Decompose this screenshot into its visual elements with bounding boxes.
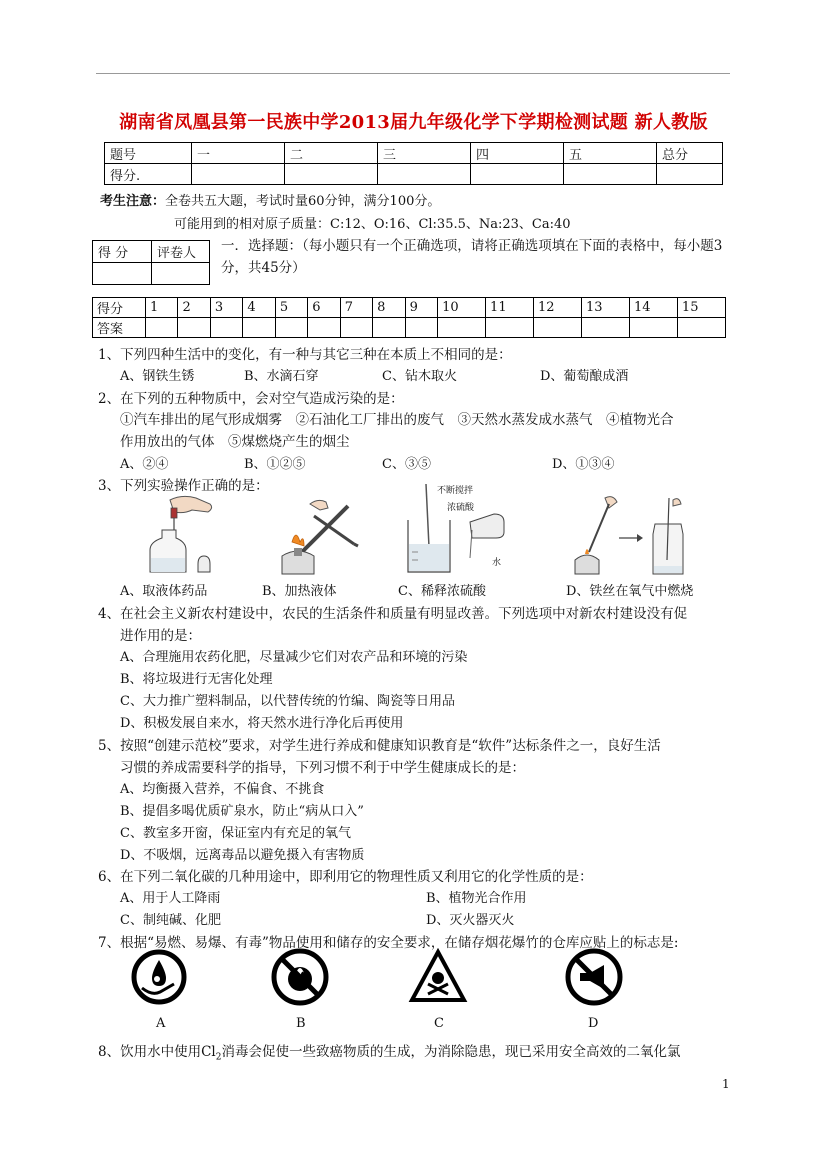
q7-label-b: B <box>296 1016 306 1031</box>
answer-cell[interactable] <box>581 318 629 338</box>
score-row-label: 得分. <box>105 164 192 185</box>
q1-option-d: D、葡萄酿成酒 <box>540 369 629 384</box>
acid-label: 浓硫酸 <box>447 503 475 513</box>
q2-stem: 2、在下列的五种物质中，会对空气造成污染的是： <box>98 391 404 407</box>
answer-cell[interactable] <box>405 318 437 338</box>
q2-option-a: A、②④ <box>120 457 169 472</box>
q2-items-line2: 作用放出的气体 ⑤煤燃烧产生的烟尘 <box>120 434 350 450</box>
q1-option-a: A、钢铁生锈 <box>120 369 195 384</box>
score-cell[interactable] <box>471 164 564 185</box>
q6-option-d: D、灭火器灭火 <box>426 913 515 928</box>
score-cell[interactable] <box>192 164 285 185</box>
q5-stem-line1: 5、按照“创建示范校”要求，对学生进行养成和健康知识教育是“软件”达标条件之一，良好生活 <box>98 738 661 754</box>
q5-option-c: C、教室多开窗，保证室内有充足的氧气 <box>120 826 351 841</box>
q2-option-d: D、①③④ <box>552 457 615 472</box>
score-header-cell: 总分 <box>657 143 723 164</box>
no-horn-sign-icon <box>564 947 624 1007</box>
heating-liquid-figure <box>270 494 362 580</box>
dropper-bottle-figure <box>140 494 220 576</box>
q4-option-c: C、大力推广塑料制品，以代替传统的竹编、陶瓷等日用品 <box>120 694 455 709</box>
water-label: 水 <box>492 558 502 568</box>
q8-stem-pre: 8、饮用水中使用Cl <box>98 1044 216 1060</box>
no-fire-sign-icon <box>270 947 330 1007</box>
q8-stem <box>98 1040 680 1063</box>
answer-number-cell: 12 <box>534 298 582 318</box>
answer-cell[interactable] <box>438 318 486 338</box>
dilute-acid-figure <box>400 482 512 578</box>
answer-number-cell: 10 <box>438 298 486 318</box>
score-value-row <box>105 164 723 185</box>
answer-cell[interactable] <box>275 318 307 338</box>
grader-name-cell[interactable] <box>152 263 210 285</box>
answer-number-cell: 11 <box>486 298 534 318</box>
q5-option-d: D、不吸烟，远离毒品以避免摄入有害物质 <box>120 848 365 863</box>
score-cell[interactable] <box>285 164 378 185</box>
answer-cell[interactable] <box>677 318 725 338</box>
answer-row-label: 得分 <box>93 298 146 318</box>
answer-row-label: 答案 <box>93 318 146 338</box>
score-table <box>104 142 723 185</box>
q4-option-b: B、将垃圾进行无害化处理 <box>120 672 273 687</box>
score-header-cell: 一 <box>192 143 285 164</box>
q3-option-d: D、铁丝在氧气中燃烧 <box>566 584 694 599</box>
answer-cell[interactable] <box>308 318 340 338</box>
q6-stem: 6、在下列二氧化碳的几种用途中，即利用它的物理性质又利用它的化学性质的是： <box>98 869 593 885</box>
answer-number-cell: 5 <box>275 298 307 318</box>
answer-value-row <box>93 318 726 338</box>
q1-option-c: C、钻木取火 <box>382 369 457 384</box>
score-header-cell: 五 <box>564 143 657 164</box>
toxic-sign-icon <box>408 948 468 1006</box>
score-header-cell: 四 <box>471 143 564 164</box>
q7-label-c: C <box>434 1016 444 1031</box>
q2-items-line1: ①汽车排出的尾气形成烟雾 ②石油化工厂排出的废气 ③天然水蒸发成水蒸气 ④植物光合 <box>120 412 674 428</box>
answer-cell[interactable] <box>146 318 178 338</box>
q4-option-a: A、合理施用农药化肥，尽量减少它们对农产品和环境的污染 <box>120 650 468 665</box>
score-header-cell: 二 <box>285 143 378 164</box>
answer-number-cell: 3 <box>210 298 242 318</box>
q5-option-b: B、提倡多喝优质矿泉水，防止“病从口入” <box>120 804 364 819</box>
answer-cell[interactable] <box>178 318 210 338</box>
q6-option-a: A、用于人工降雨 <box>120 891 221 906</box>
score-cell[interactable] <box>657 164 723 185</box>
score-header-row <box>105 143 723 164</box>
answer-table <box>92 297 726 338</box>
page-title: 湖南省凤凰县第一民族中学2013届九年级化学下学期检测试题 新人教版 <box>119 112 708 133</box>
score-cell[interactable] <box>564 164 657 185</box>
score-header-cell: 三 <box>378 143 471 164</box>
score-header-cell: 题号 <box>105 143 192 164</box>
section1-heading: 一．选择题：（每小题只有一个正确选项，请将正确选项填在下面的表格中，每小题3分，共45分） <box>221 238 723 276</box>
atomic-masses: 可能用到的相对原子质量：C:12、O:16、Cl:35.5、Na:23、Ca:40 <box>174 217 571 232</box>
answer-cell[interactable] <box>373 318 405 338</box>
answer-number-cell: 2 <box>178 298 210 318</box>
answer-cell[interactable] <box>486 318 534 338</box>
q4-stem-line2: 进作用的是： <box>120 628 201 644</box>
grader-name-label: 评卷人 <box>152 241 210 263</box>
answer-cell[interactable] <box>534 318 582 338</box>
q5-option-a: A、均衡摄入营养，不偏食、不挑食 <box>120 782 325 797</box>
answer-number-cell: 14 <box>629 298 677 318</box>
answer-number-cell: 15 <box>677 298 725 318</box>
answer-cell[interactable] <box>629 318 677 338</box>
answer-number-cell: 1 <box>146 298 178 318</box>
q4-stem-line1: 4、在社会主义新农村建设中，农民的生活条件和质量有明显改善。下列选项中对新农村建设没有促 <box>98 606 688 622</box>
answer-number-row <box>93 298 726 318</box>
answer-number-cell: 6 <box>308 298 340 318</box>
answer-number-cell: 9 <box>405 298 437 318</box>
answer-number-cell: 7 <box>340 298 372 318</box>
answer-number-cell: 8 <box>373 298 405 318</box>
q1-option-b: B、水滴石穿 <box>244 369 319 384</box>
q2-option-c: C、③⑤ <box>382 457 431 472</box>
answer-number-cell: 13 <box>581 298 629 318</box>
page-number: 1 <box>722 1077 730 1091</box>
q3-option-b: B、加热液体 <box>262 584 337 599</box>
grader-score-cell[interactable] <box>93 263 152 285</box>
notice-label: 考生注意： <box>100 194 166 209</box>
notice-text: 全卷共五大题，考试时量60分钟，满分100分。 <box>165 194 441 209</box>
answer-cell[interactable] <box>243 318 275 338</box>
q6-option-c: C、制纯碱、化肥 <box>120 913 221 928</box>
q3-stem: 3、下列实验操作正确的是： <box>98 478 269 494</box>
q6-option-b: B、植物光合作用 <box>426 891 527 906</box>
q2-option-b: B、①②⑤ <box>244 457 306 472</box>
q1-stem: 1、下列四种生活中的变化，有一种与其它三种在本质上不相同的是： <box>98 347 512 363</box>
grader-table <box>92 240 210 285</box>
q5-stem-line2: 习惯的养成需要科学的指导，下列习惯不利于中学生健康成长的是： <box>120 760 525 776</box>
corrosive-sign-icon <box>130 948 188 1006</box>
q3-option-c: C、稀释浓硫酸 <box>398 584 486 599</box>
answer-cell[interactable] <box>340 318 372 338</box>
score-cell[interactable] <box>378 164 471 185</box>
grader-score-label: 得 分 <box>93 241 152 263</box>
q7-stem: 7、根据“易燃、易爆、有毒”物品使用和储存的安全要求，在储存烟花爆竹的仓库应贴上的标志是: <box>98 935 679 951</box>
q7-label-d: D <box>588 1016 599 1031</box>
q4-option-d: D、积极发展自来水，将天然水进行净化后再使用 <box>120 716 404 731</box>
exam-notice <box>100 190 440 209</box>
answer-cell[interactable] <box>210 318 242 338</box>
q3-option-a: A、取液体药品 <box>120 584 208 599</box>
q7-label-a: A <box>156 1016 166 1031</box>
answer-number-cell: 4 <box>243 298 275 318</box>
q8-stem-post: 消毒会促使一些致癌物质的生成，为消除隐患，现已采用安全高效的二氧化氯 <box>221 1044 681 1060</box>
header-rule <box>96 73 730 74</box>
q8-subscript: 2 <box>215 1052 222 1063</box>
iron-wire-figure <box>565 494 695 580</box>
stir-label: 不断搅拌 <box>437 486 474 496</box>
